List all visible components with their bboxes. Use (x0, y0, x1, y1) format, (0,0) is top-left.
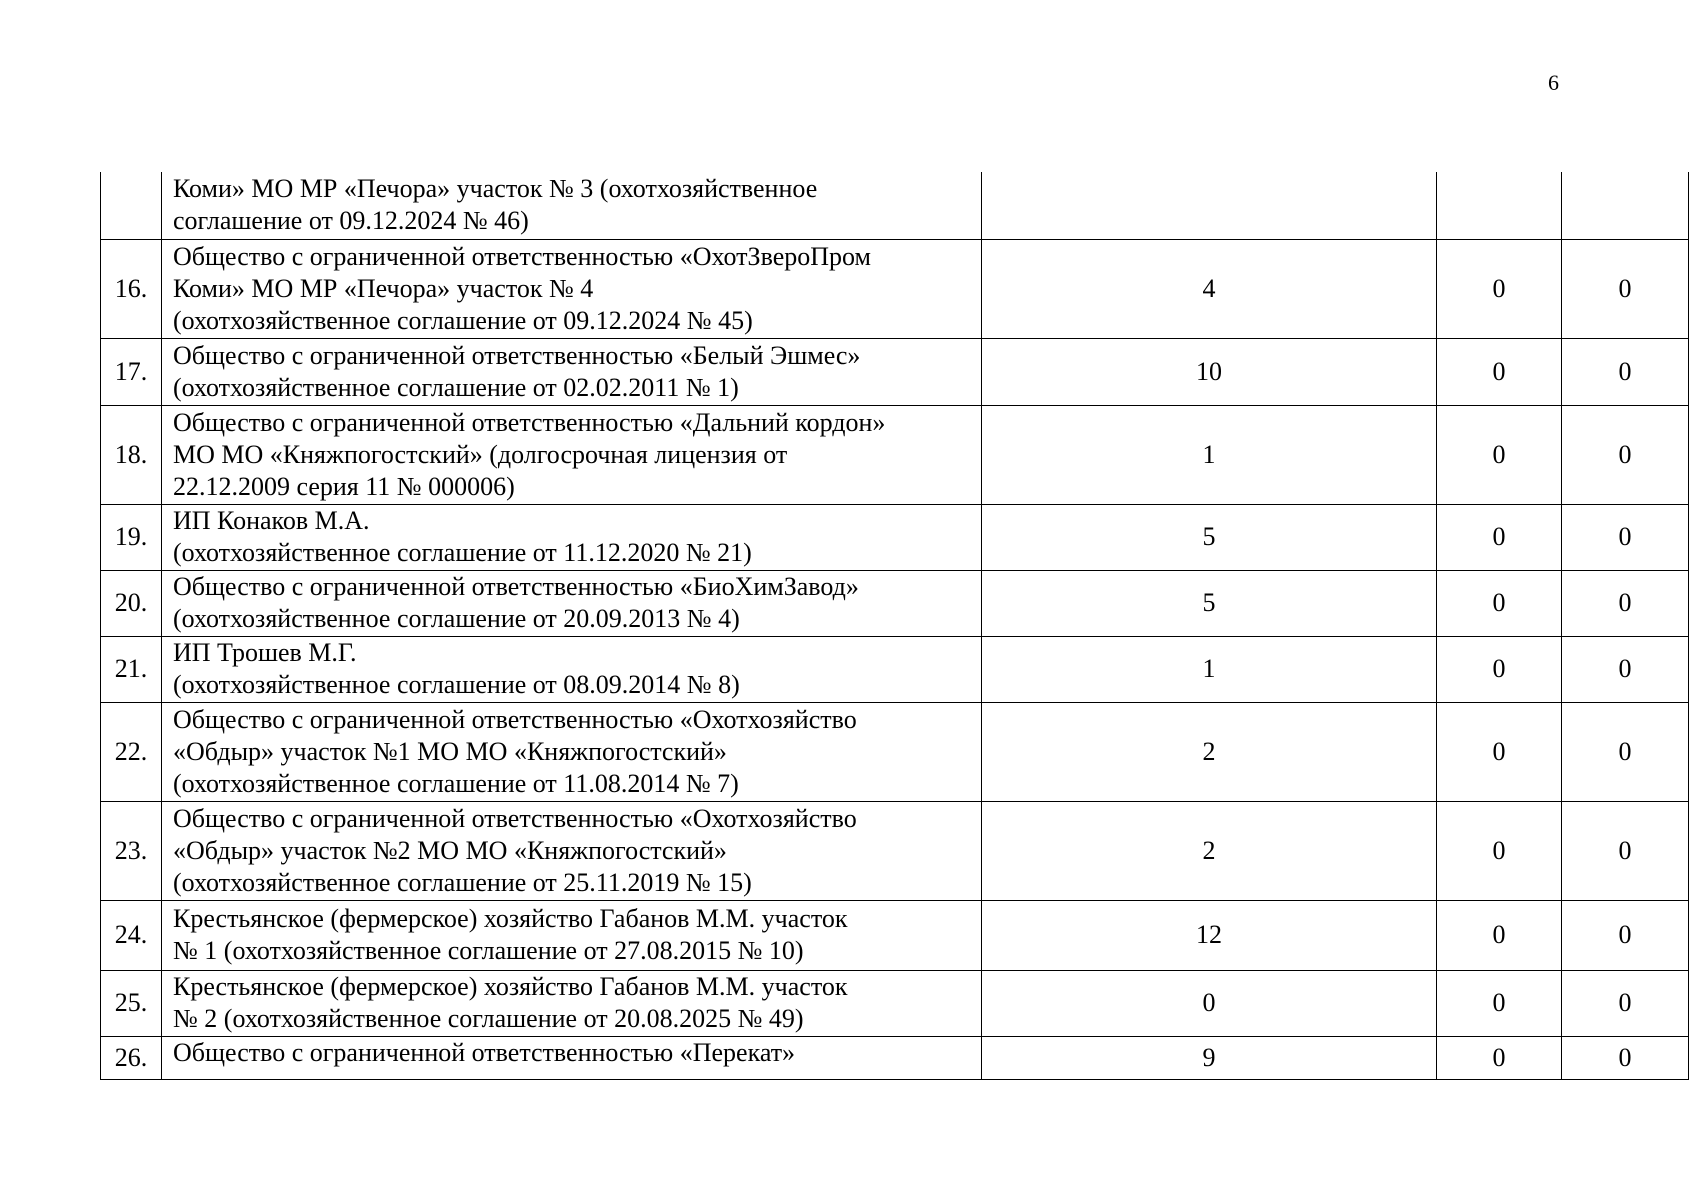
row-name-line: (охотхозяйственное соглашение от 25.11.2019 № 15) (173, 867, 752, 897)
row-number: 25. (101, 970, 162, 1036)
row-value-2: 0 (1437, 405, 1562, 504)
row-number: 22. (101, 702, 162, 801)
table-row (101, 1036, 1689, 1079)
row-value-2: 0 (1437, 504, 1562, 570)
row-value-2: 0 (1437, 702, 1562, 801)
row-name-line: Общество с ограниченной ответственностью «ОхотЗвероПром (173, 241, 871, 271)
row-value-3: 0 (1562, 570, 1689, 636)
row-value-1 (982, 172, 1437, 239)
row-name-line: ИП Конаков М.А. (173, 506, 370, 535)
row-name-line: Коми» МО МР «Печора» участок № 3 (охотхозяйственное (173, 174, 818, 204)
row-name-line: Общество с ограниченной ответственностью «Дальний кордон» (173, 407, 886, 437)
table-row (101, 239, 1689, 338)
row-value-1: 2 (982, 702, 1437, 801)
page-number: 6 (1548, 70, 1559, 95)
row-name (162, 1036, 982, 1079)
row-name (162, 338, 982, 405)
row-name-line: Общество с ограниченной ответственностью «БиоХимЗавод» (173, 572, 859, 601)
row-name-line: Крестьянское (фермерское) хозяйство Габанов М.М. участок (173, 972, 848, 1001)
row-value-3 (1562, 172, 1689, 239)
table-row (101, 900, 1689, 970)
row-name (162, 504, 982, 570)
table-row (101, 172, 1689, 239)
row-value-3: 0 (1562, 239, 1689, 338)
row-value-1: 2 (982, 801, 1437, 900)
row-value-1: 5 (982, 570, 1437, 636)
table-row (101, 570, 1689, 636)
row-value-3: 0 (1562, 1036, 1689, 1079)
row-number: 24. (101, 900, 162, 970)
row-value-2 (1437, 172, 1562, 239)
row-number: 18. (101, 405, 162, 504)
row-name (162, 405, 982, 504)
row-value-3: 0 (1562, 900, 1689, 970)
row-value-2: 0 (1437, 900, 1562, 970)
row-value-1: 1 (982, 636, 1437, 702)
row-name-line: МО МО «Княжпогостский» (долгосрочная лицензия от (173, 439, 788, 469)
row-name-line: Коми» МО МР «Печора» участок № 4 (173, 273, 594, 303)
row-name (162, 970, 982, 1036)
row-value-3: 0 (1562, 504, 1689, 570)
row-name-line: Общество с ограниченной ответственностью «Белый Эшмес» (173, 340, 861, 370)
row-name-line: № 1 (охотхозяйственное соглашение от 27.08.2015 № 10) (173, 936, 804, 965)
row-name (162, 172, 982, 239)
row-value-3: 0 (1562, 702, 1689, 801)
row-name (162, 636, 982, 702)
table-row (101, 702, 1689, 801)
row-number: 20. (101, 570, 162, 636)
table-row (101, 405, 1689, 504)
row-name-line: ИП Трошев М.Г. (173, 638, 357, 667)
row-name-line: (охотхозяйственное соглашение от 09.12.2024 № 45) (173, 305, 753, 335)
row-value-3: 0 (1562, 970, 1689, 1036)
row-name (162, 702, 982, 801)
row-name-line: (охотхозяйственное соглашение от 20.09.2013 № 4) (173, 604, 740, 633)
row-value-3: 0 (1562, 636, 1689, 702)
row-value-1: 5 (982, 504, 1437, 570)
row-value-1: 0 (982, 970, 1437, 1036)
row-value-3: 0 (1562, 405, 1689, 504)
row-name-line: «Обдыр» участок №2 МО МО «Княжпогостский» (173, 835, 727, 865)
row-value-3: 0 (1562, 338, 1689, 405)
table-row (101, 636, 1689, 702)
row-value-1: 1 (982, 405, 1437, 504)
row-name (162, 900, 982, 970)
row-name-line: 22.12.2009 серия 11 № 000006) (173, 471, 515, 501)
row-name-line: (охотхозяйственное соглашение от 08.09.2014 № 8) (173, 670, 740, 699)
row-name-line: № 2 (охотхозяйственное соглашение от 20.08.2025 № 49) (173, 1004, 804, 1033)
row-name-line: соглашение от 09.12.2024 № 46) (173, 206, 529, 236)
row-number: 23. (101, 801, 162, 900)
row-name-line: «Обдыр» участок №1 МО МО «Княжпогостский» (173, 736, 727, 766)
table-row (101, 338, 1689, 405)
row-value-2: 0 (1437, 338, 1562, 405)
table-row (101, 504, 1689, 570)
row-name-line: (охотхозяйственное соглашение от 02.02.2011 № 1) (173, 372, 739, 402)
row-name-line: Общество с ограниченной ответственностью «Охотхозяйство (173, 704, 857, 734)
row-value-2: 0 (1437, 239, 1562, 338)
row-name-line: (охотхозяйственное соглашение от 11.12.2020 № 21) (173, 538, 752, 567)
row-value-1: 12 (982, 900, 1437, 970)
row-name-line: Общество с ограниченной ответственностью «Перекат» (173, 1037, 796, 1067)
hunting-grounds-table (100, 172, 1689, 1080)
row-number (101, 172, 162, 239)
row-number: 19. (101, 504, 162, 570)
row-value-1: 4 (982, 239, 1437, 338)
row-number: 21. (101, 636, 162, 702)
row-value-1: 9 (982, 1036, 1437, 1079)
row-value-2: 0 (1437, 1036, 1562, 1079)
row-name-line: Общество с ограниченной ответственностью «Охотхозяйство (173, 803, 857, 833)
row-name (162, 239, 982, 338)
row-name-line: (охотхозяйственное соглашение от 11.08.2014 № 7) (173, 768, 739, 798)
row-value-2: 0 (1437, 970, 1562, 1036)
table-body (101, 172, 1689, 1079)
row-name (162, 801, 982, 900)
row-value-1: 10 (982, 338, 1437, 405)
row-value-2: 0 (1437, 636, 1562, 702)
table-row (101, 801, 1689, 900)
row-value-3: 0 (1562, 801, 1689, 900)
row-value-2: 0 (1437, 570, 1562, 636)
row-number: 16. (101, 239, 162, 338)
row-name (162, 570, 982, 636)
row-value-2: 0 (1437, 801, 1562, 900)
table-row (101, 970, 1689, 1036)
row-number: 26. (101, 1036, 162, 1079)
row-name-line: Крестьянское (фермерское) хозяйство Габанов М.М. участок (173, 904, 848, 933)
row-number: 17. (101, 338, 162, 405)
